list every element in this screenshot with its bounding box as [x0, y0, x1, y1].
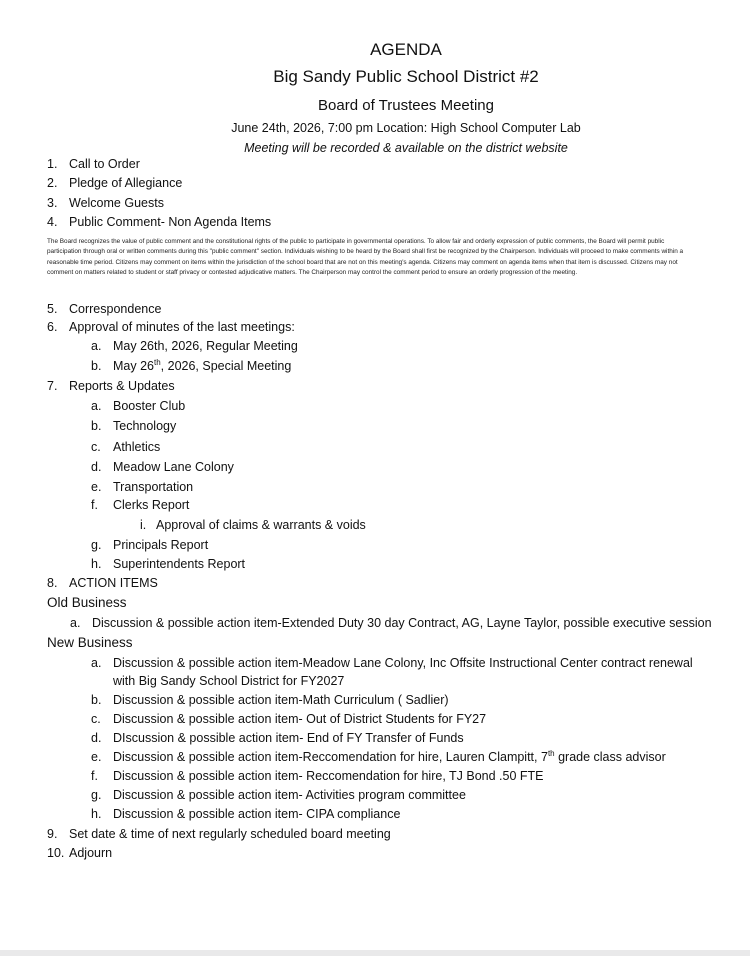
old-business-heading: Old Business: [47, 595, 127, 610]
item-label: Reports & Updates: [69, 379, 175, 393]
sub-item-letter: a.: [91, 339, 102, 353]
sub-item-letter: f.: [91, 769, 98, 783]
item-label: Set date & time of next regularly scheduled board meeting: [69, 827, 391, 841]
sub-item-letter: g.: [91, 538, 102, 552]
superscript: th: [154, 358, 161, 367]
sub-item-label: May 26th, 2026, Regular Meeting: [113, 339, 298, 353]
sub-item-label-end: grade class advisor: [554, 750, 666, 764]
new-business-item-continuation: with Big Sandy School District for FY2027: [113, 674, 345, 688]
page-bottom-edge: [0, 950, 750, 956]
sub-item-label: Discussion & possible action item-Meadow Lane Colony, Inc Offsite Instructional Center contract renewal: [113, 656, 693, 670]
agenda-item: [47, 214, 271, 230]
sub-item-label: Discussion & possible action item-Extended Duty 30 day Contract, AG, Layne Taylor, possible executive session: [92, 616, 712, 630]
sub-item-letter: e.: [91, 750, 102, 764]
sub-item: [91, 439, 160, 455]
item-label: Correspondence: [69, 302, 162, 316]
sub-sub-item-numeral: i.: [140, 518, 147, 532]
sub-item-letter: a.: [70, 616, 81, 630]
sub-item-letter: h.: [91, 557, 102, 571]
sub-item-label: DIscussion & possible action item- End of FY Transfer of Funds: [113, 731, 464, 745]
agenda-item: [47, 378, 175, 394]
sub-item-label: Discussion & possible action item-Math Curriculum ( Sadlier): [113, 693, 449, 707]
sub-item-letter: d.: [91, 460, 102, 474]
public-comment-policy: The Board recognizes the value of public comment and the constitutional rights of the public to participate in governmental operations. To allow fair and orderly expression of public comments, the Board will permit public participation through oral or written comments during this "public comment" section. Individuals wishing to be heard by the Board shall first be recognized by the Chairperson. Individuals will proceed to make comments within a reasonable time period. Citizens may comment on items within the jurisdiction of the school board that are not on this meeting's agenda. Citizens may comment on agenda items when that item is discussed. Citizens may not comment on matters related to student or staff privacy or contested adjudicative matters. The Chairperson may control the comment period to ensure an orderly progression of the meeting.: [47, 238, 684, 276]
sub-item-letter: b.: [91, 693, 102, 707]
sub-item-letter: b.: [91, 419, 102, 433]
sub-item-label: Athletics: [113, 440, 161, 454]
sub-item: [91, 418, 176, 434]
sub-item: [91, 497, 189, 513]
sub-item-label: Principals Report: [113, 538, 209, 552]
agenda-item: [47, 319, 295, 335]
sub-item-label: Booster Club: [113, 399, 186, 413]
item-number: 5.: [47, 302, 58, 316]
sub-item-letter: h.: [91, 807, 102, 821]
sub-item-label: Discussion & possible action item- Activities program committee: [113, 788, 466, 802]
agenda-item: [47, 301, 161, 317]
item-label: ACTION ITEMS: [69, 576, 158, 590]
sub-item-letter: e.: [91, 480, 102, 494]
item-label: Public Comment- Non Agenda Items: [69, 215, 272, 229]
sub-item: [91, 358, 291, 374]
item-number: 8.: [47, 576, 58, 590]
item-number: 7.: [47, 379, 58, 393]
item-label: Approval of minutes of the last meetings:: [69, 320, 295, 334]
item-number: 6.: [47, 320, 58, 334]
sub-item-label: Clerks Report: [113, 498, 190, 512]
sub-item-label-end: , 2026, Special Meeting: [160, 359, 292, 373]
sub-item-label: Discussion & possible action item- CIPA compliance: [113, 807, 401, 821]
sub-item: [91, 537, 208, 553]
item-number: 9.: [47, 827, 58, 841]
item-number: 10.: [47, 846, 65, 860]
agenda-header: [0, 38, 750, 158]
item-label: Pledge of Allegiance: [69, 176, 183, 190]
item-number: 3.: [47, 196, 58, 210]
sub-item: [91, 459, 234, 475]
sub-item-letter: b.: [91, 359, 102, 373]
sub-item-letter: a.: [91, 399, 102, 413]
recording-note: Meeting will be recorded & available on the district website: [244, 141, 568, 155]
new-business-item: [91, 768, 544, 784]
agenda-title: AGENDA: [370, 40, 442, 59]
agenda-item: [47, 826, 391, 842]
sub-item-label: Discussion & possible action item- Reccomendation for hire, TJ Bond .50 FTE: [113, 769, 544, 783]
item-number: 2.: [47, 176, 58, 190]
sub-item: [91, 338, 298, 354]
sub-item: [91, 479, 193, 495]
sub-item-letter: f.: [91, 498, 98, 512]
item-label: Adjourn: [69, 846, 113, 860]
sub-sub-item: [140, 517, 366, 533]
meeting-title: Board of Trustees Meeting: [318, 97, 494, 114]
new-business-item: [91, 711, 486, 727]
agenda-item: [47, 575, 158, 591]
sub-sub-item-label: Approval of claims & warrants & voids: [156, 518, 366, 532]
sub-item-label: Discussion & possible action item- Out of District Students for FY27: [113, 712, 487, 726]
agenda-item: [47, 195, 164, 211]
new-business-heading: New Business: [47, 635, 133, 650]
new-business-item: [91, 749, 666, 765]
sub-item: [91, 556, 245, 572]
district-name: Big Sandy Public School District #2: [273, 67, 539, 86]
item-label: Welcome Guests: [69, 196, 164, 210]
sub-item-letter: g.: [91, 788, 102, 802]
sub-item: [91, 398, 185, 414]
new-business-item: [91, 655, 693, 671]
new-business-item: [91, 806, 400, 822]
sub-item-label: Meadow Lane Colony: [113, 460, 234, 474]
new-business-item: [91, 692, 449, 708]
sub-item-label: Transportation: [113, 480, 194, 494]
meeting-date-location: June 24th, 2026, 7:00 pm Location: High School Computer Lab: [231, 121, 581, 135]
agenda-item: [47, 156, 140, 172]
item-number: 1.: [47, 157, 58, 171]
sub-item-label: Superintendents Report: [113, 557, 246, 571]
new-business-item: [91, 787, 466, 803]
agenda-item: [47, 175, 182, 191]
sub-item-label: Discussion & possible action item-Reccomendation for hire, Lauren Clampitt, 7: [113, 750, 548, 764]
agenda-item: [47, 845, 112, 861]
sub-item-letter: d.: [91, 731, 102, 745]
sub-item-letter: a.: [91, 656, 102, 670]
old-business-item: [70, 615, 712, 631]
sub-item-label: May 26: [113, 359, 154, 373]
new-business-item: [91, 730, 464, 746]
sub-item-label: Technology: [113, 419, 177, 433]
item-label: Call to Order: [69, 157, 140, 171]
item-number: 4.: [47, 215, 58, 229]
sub-item-letter: c.: [91, 712, 101, 726]
superscript: th: [547, 749, 555, 758]
sub-item-letter: c.: [91, 440, 101, 454]
